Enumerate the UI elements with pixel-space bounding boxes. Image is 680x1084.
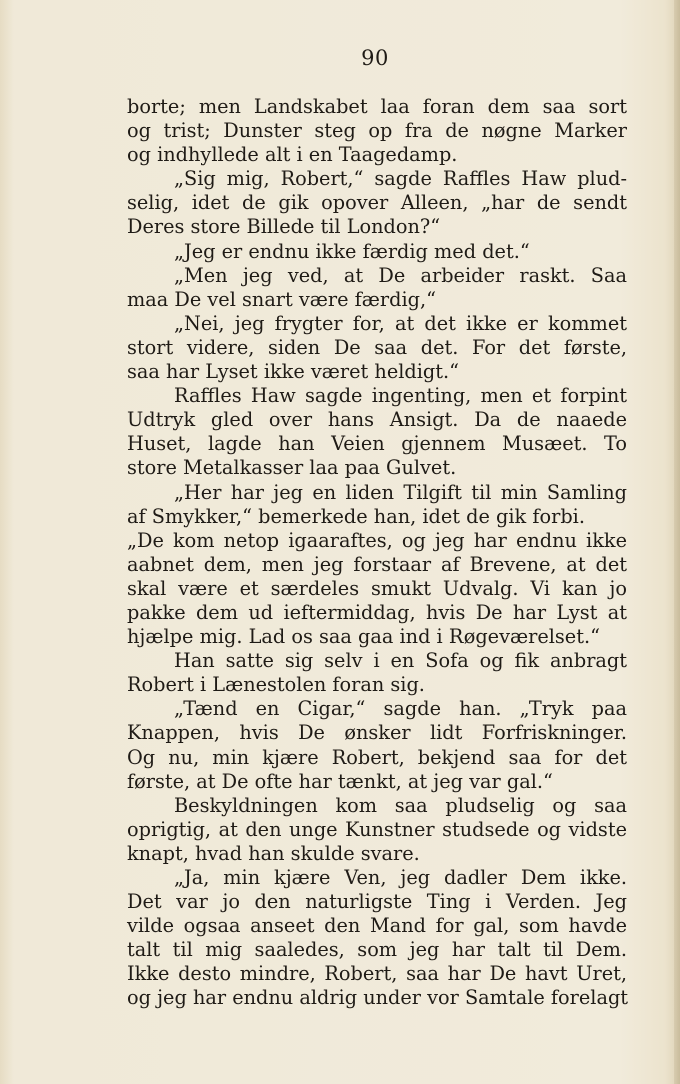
text-line: „Men jeg ved, at De arbeider raskt. Saa [174, 263, 627, 287]
text-line: Robert i Lænestolen foran sig. [127, 673, 425, 697]
text-line: „Sig mig, Robert,“ sagde Raffles Haw plud- [174, 167, 627, 191]
text-line: talt til mig saaledes, som jeg har talt til Dem. [127, 938, 627, 962]
text-line: „Ja, min kjære Ven, jeg dadler Dem ikke. [174, 866, 627, 889]
text-line: Han satte sig selv i en Sofa og fik anbragt [174, 649, 627, 673]
text-line: Det var jo den naturligste Ting i Verden. Jeg [127, 890, 627, 914]
text-line: Beskyldningen kom saa pludselig og saa [174, 793, 627, 817]
text-line: Huset, lagde han Veien gjennem Musæet. To [127, 432, 627, 456]
page-edge [674, 0, 680, 1084]
text-line: oprigtig, at den unge Kunstner studsede og vidste [127, 817, 627, 841]
text-line: Udtryk gled over hans Ansigt. Da de naaede [127, 408, 627, 432]
text-line: og jeg har endnu aldrig under vor Samtale forelagt [127, 986, 629, 1010]
body-text [127, 95, 627, 1011]
text-line: af Smykker,“ bemerkede han, idet de gik forbi. [127, 504, 585, 528]
text-line: Og nu, min kjære Robert, bekjend saa for det [127, 745, 627, 769]
text-line: store Metalkasser laa paa Gulvet. [127, 456, 457, 480]
text-line: aabnet dem, men jeg forstaar af Brevene, at det [127, 552, 627, 576]
text-line: „Her har jeg en liden Tilgift til min Samling [174, 480, 627, 504]
text-line: „Tænd en Cigar,“ sagde han. „Tryk paa [174, 697, 627, 721]
text-line: „Nei, jeg frygter for, at det ikke er kommet [174, 311, 627, 335]
text-line: første, at De ofte har tænkt, at jeg var gal.“ [127, 769, 553, 793]
text-line: og indhyllede alt i en Taagedamp. [127, 143, 458, 167]
text-line: stort videre, siden De saa det. For det første, [127, 335, 627, 359]
text-line: Raffles Haw sagde ingenting, men et forpint [174, 384, 627, 408]
text-line: vilde ogsaa anseet den Mand for gal, som havde [127, 914, 627, 938]
page-number: 90 [361, 46, 389, 70]
text-line: hjælpe mig. Lad os saa gaa ind i Røgeværelset.“ [127, 625, 600, 649]
text-line: knapt, hvad han skulde svare. [127, 841, 420, 865]
text-line: Knappen, hvis De ønsker lidt Forfriskninger. [127, 721, 627, 745]
text-line: „Jeg er endnu ikke færdig med det.“ [174, 239, 530, 263]
text-line: Deres store Billede til London?“ [127, 215, 441, 239]
text-line: pakke dem ud ieftermiddag, hvis De har Lyst at [127, 600, 627, 624]
text-line: Ikke desto mindre, Robert, saa har De havt Uret, [127, 962, 627, 986]
text-line: borte; men Landskabet laa foran dem saa sort [127, 95, 627, 118]
text-line: skal være et særdeles smukt Udvalg. Vi kan jo [127, 576, 627, 600]
text-line: maa De vel snart være færdig,“ [127, 287, 436, 311]
text-line: og trist; Dunster steg op fra de nøgne Marker [127, 119, 627, 143]
text-line: „De kom netop igaaraftes, og jeg har endnu ikke [127, 528, 627, 552]
text-line: saa har Lyset ikke været heldigt.“ [127, 360, 459, 384]
text-line: selig, idet de gik opover Alleen, „har de sendt [127, 191, 627, 215]
